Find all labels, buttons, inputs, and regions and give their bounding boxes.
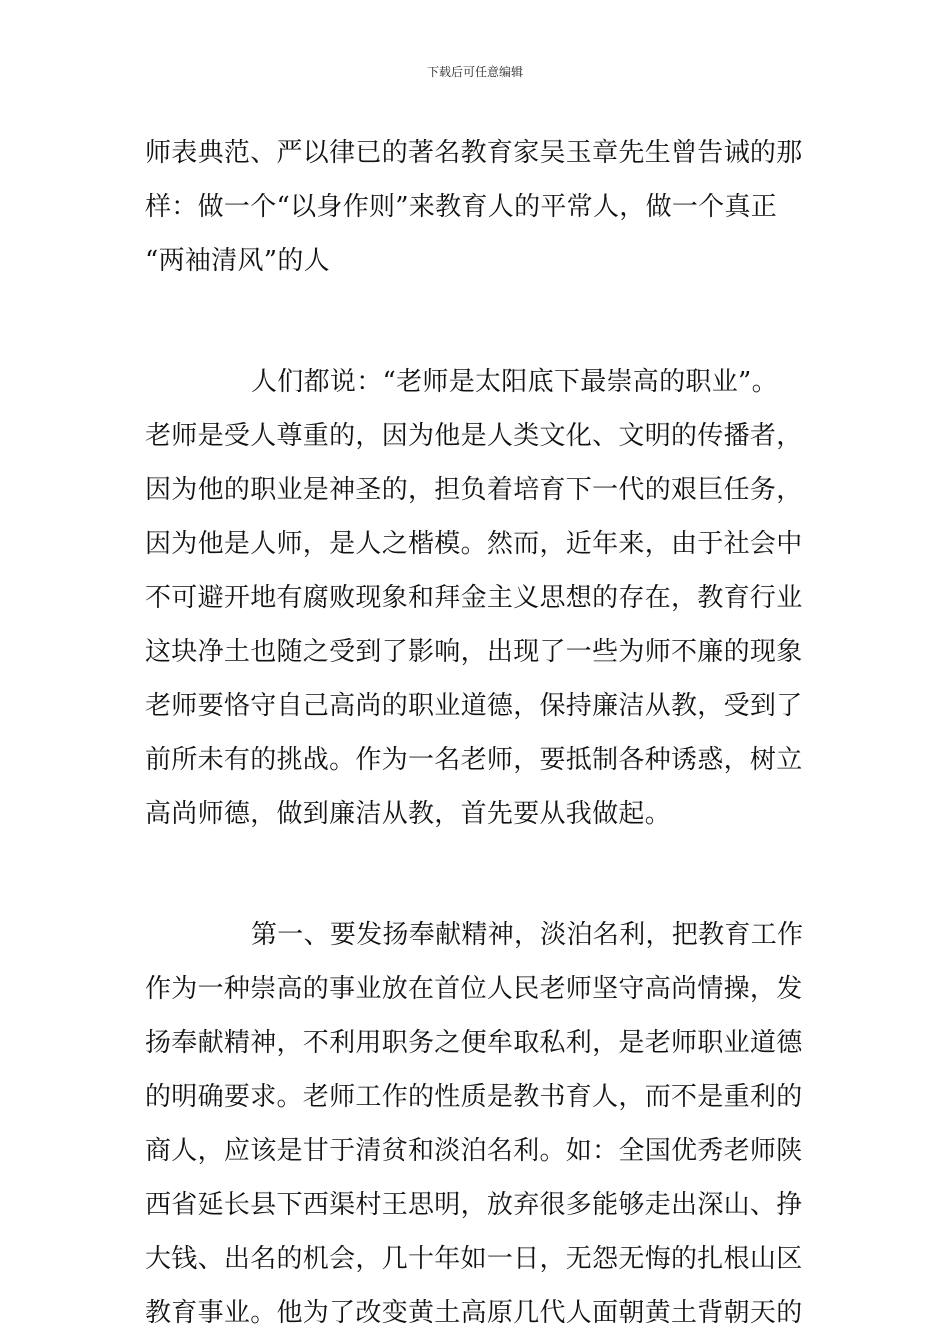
- text-line: 大钱、出名的机会，几十年如一日，无怨无悔的扎根山区: [145, 1244, 803, 1274]
- text-line: 因为他是人师，是人之楷模。然而，近年来，由于社会中: [145, 529, 803, 559]
- document-body: [145, 126, 809, 1340]
- text-line: 扬奉献精神，不利用职务之便牟取私利，是老师职业道德: [145, 1028, 803, 1058]
- paragraph-3: [145, 908, 809, 1340]
- text-line: 高尚师德，做到廉洁从教，首先要从我做起。: [145, 799, 672, 829]
- text-line: 样：做一个“以身作则”来教育人的平常人，做一个真正: [145, 192, 778, 222]
- paragraph-gap: [145, 841, 809, 908]
- text-line: “两袖清风”的人: [145, 246, 330, 276]
- text-line: 前所未有的挑战。作为一名老师，要抵制各种诱惑，树立: [145, 745, 803, 775]
- text-line: 老师是受人尊重的，因为他是人类文化、文明的传播者，: [145, 421, 803, 451]
- text-line: 的明确要求。老师工作的性质是教书育人，而不是重利的: [145, 1082, 803, 1112]
- text-line: 老师要恪守自己高尚的职业道德，保持廉洁从教，受到了: [145, 691, 803, 721]
- text-line: 师表典范、严以律已的著名教育家吴玉章先生曾告诫的那: [145, 138, 803, 168]
- page-header: 下载后可任意编辑: [426, 65, 523, 79]
- text-line: 商人，应该是甘于清贫和淡泊名利。如：全国优秀老师陕: [145, 1136, 803, 1166]
- paragraph-2: [145, 355, 809, 841]
- text-line: 因为他的职业是神圣的，担负着培育下一代的艰巨任务，: [145, 475, 803, 505]
- text-line: 作为一种崇高的事业放在首位人民老师坚守高尚情操，发: [145, 974, 803, 1004]
- paragraph-gap: [145, 288, 809, 355]
- text-line: 教育事业。他为了改变黄土高原几代人面朝黄土背朝天的: [145, 1298, 803, 1328]
- text-line: 这块净土也随之受到了影响，出现了一些为师不廉的现象: [145, 637, 803, 667]
- paragraph-1: [145, 126, 809, 288]
- text-line: 不可避开地有腐败现象和拜金主义思想的存在，教育行业: [145, 583, 803, 613]
- text-line: 人们都说：“老师是太阳底下最崇高的职业”。: [251, 367, 778, 397]
- text-line: 第一、要发扬奉献精神，淡泊名利，把教育工作: [251, 920, 804, 950]
- text-line: 西省延长县下西渠村王思明，放弃很多能够走出深山、挣: [145, 1190, 803, 1220]
